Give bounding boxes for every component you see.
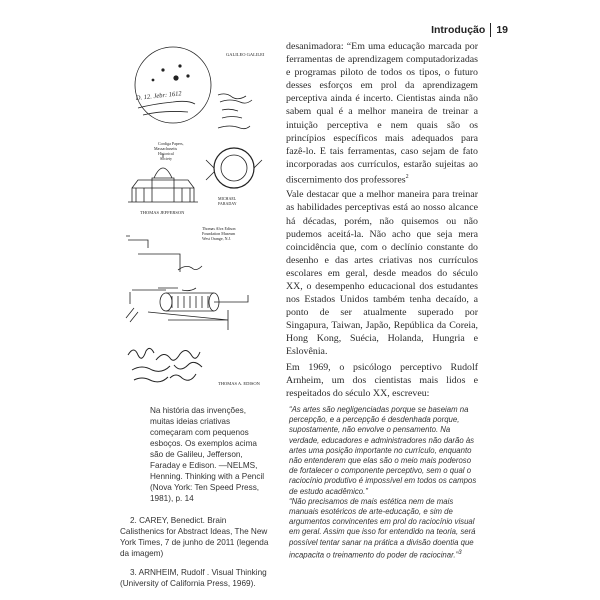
galileo-label: GALILEO GALILEI (226, 52, 265, 57)
sketches-illustration (118, 40, 268, 398)
header-divider (490, 23, 491, 37)
page-number: 19 (496, 24, 508, 36)
section-title: Introdução (431, 24, 486, 36)
quote-paragraph-2 (289, 497, 477, 561)
faraday-ring-sketch (206, 148, 262, 188)
footnote-3: 3. ARNHEIM, Rudolf . Visual Thinking (University of California Press, 1969). (120, 568, 267, 588)
edison-signatures (128, 348, 202, 381)
cordiga-credit: Cordiga Papers, Massachusetts Historical Society (154, 141, 184, 161)
paragraph-3: Em 1969, o psicólogo perceptivo Rudolf Arnheim, um dos cientistas mais lidos e respeitados do século XX, escreveu: (286, 361, 478, 399)
inventors-sketches-figure (118, 40, 268, 398)
footnote-ref-2[interactable]: 2 (405, 173, 409, 180)
edison-label: THOMAS A. EDISON (218, 381, 260, 386)
paragraph-1-text: desanimadora: “Em uma educação marcada por ferramentas de aprendizagem computadorizadas e programas piloto de todos os tipos, o futuro desses esforços em prol da aprendizagem perceptiva ainda é incerto. Cientistas ainda não sabem qual é a melhor maneira de treinar a intuição perceptiva e nem quais são os princípios específicos mais adequados para fazê-lo. E tais ferramentas, caso sejam de fato incorporadas aos currículos, estarão sujeitas ao discernimento dos professores (286, 41, 478, 186)
faraday-label: MICHAEL FARADAY (218, 196, 237, 206)
edison-credit: Thomas Alva Edison Foundation Museum West Orange, N.J. (202, 226, 236, 241)
main-text-column (286, 40, 478, 402)
jefferson-label: THOMAS JEFFERSON (140, 210, 185, 215)
galileo-note: D. 12. Jebr: 1612 (135, 90, 183, 102)
paragraph-1 (286, 40, 478, 186)
jefferson-building-sketch (128, 154, 198, 202)
footnote-ref-3[interactable]: 3 (458, 549, 462, 556)
footnotes (120, 515, 270, 597)
paragraph-2: Vale destacar que a melhor maneira para treinar as habilidades perceptivas está ao nosso alcance há décadas, porém, não quisemos ou não pudemos aceitá-la. Não acho que seja mera coincidência que, com o declínio constante do desenho e das artes criativas nos currículos escolares em geral, desde meados do século XX, o desempenho educacional dos estudantes nos Estados Unidos também tenha decaído, a ponto de ser atualmente superado por Singapura, Taiwan, Japão, República da Coreia, Hong Kong, Suécia, Holanda, Hungria e Eslovênia. (286, 189, 478, 358)
quote-paragraph-2-text: “Não precisamos de mais estética nem de mais manuais esotéricos de arte-educação, e sim de argumentos convincentes em prol do raciocínio visual em geral. Assim que isso for entendido na teoria, será possível tentar sanar na prática a divisão doentia que incapacita o treinamento do poder de raciocinar.” (289, 496, 476, 560)
running-header (431, 23, 508, 37)
footnote-2: 2. CAREY, Benedict. Brain Calisthenics for Abstract Ideas, The New York Times, 7 de junho de 2011 (legenda da imagem) (120, 516, 269, 558)
figure-caption: Na história das invenções, muitas ideias criativas começaram com pequenos esboços. Os exemplos acima são de Galileu, Jefferson, Faraday e Edison. —NELMS, Henning. Thinking with a Pencil (Nova York: Ten Speed Press, 1981), p. 14 (150, 406, 265, 503)
quote-paragraph-1: “As artes são negligenciadas porque se baseiam na percepção, e a percepção é desdenhada porque, supostamente, não envolve o pensamento. Na verdade, educadores e administradores não darão às artes uma posição importante no currículo, enquanto não entenderem que elas são o meio mais poderoso de fortalecer o componente perceptivo, sem o qual o raciocínio produtivo é impossível em todos os campos de estudo acadêmico.” (289, 405, 477, 496)
arnheim-quote (289, 405, 477, 561)
handwriting-overlay: Kruesi Hurhettu Edison (132, 391, 151, 393)
edison-machine-sketches (126, 236, 248, 330)
